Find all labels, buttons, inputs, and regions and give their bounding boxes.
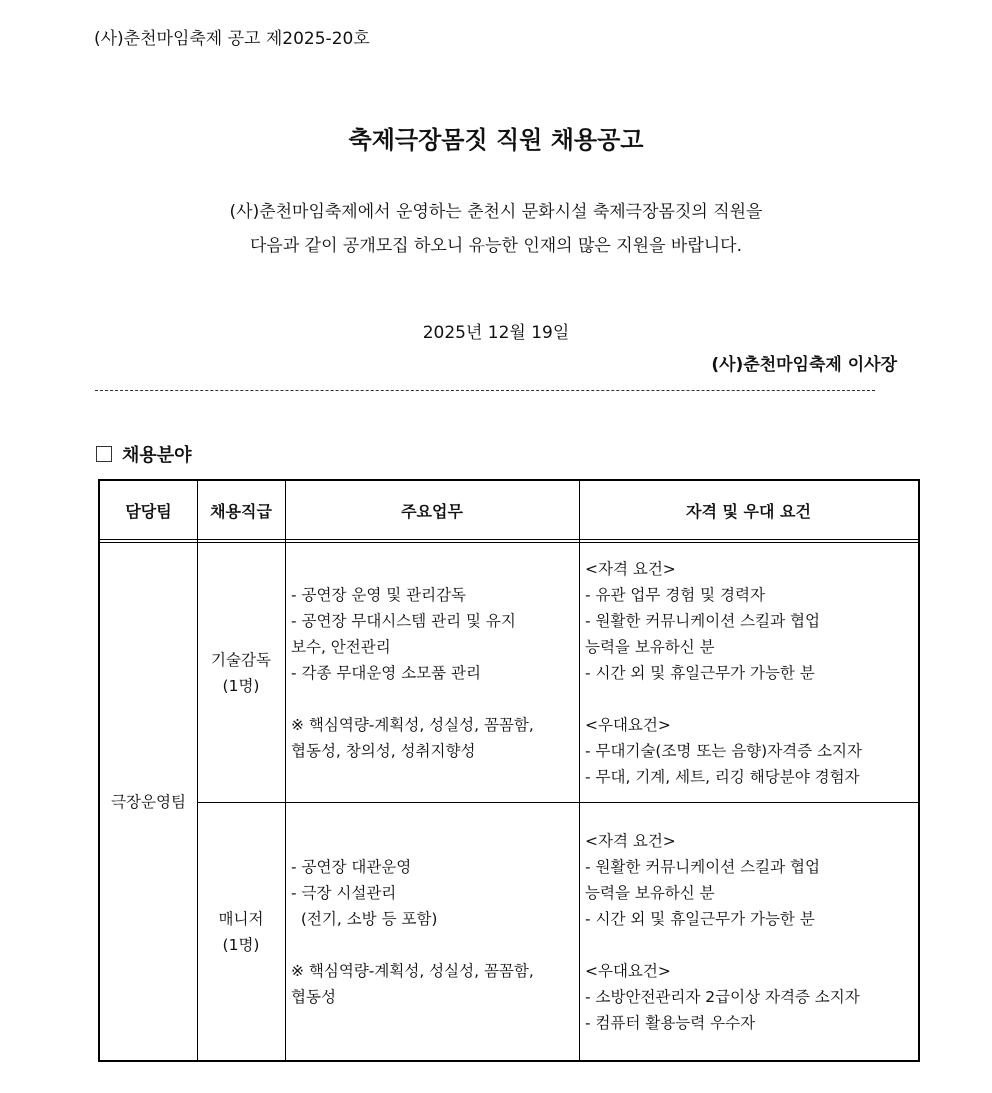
position-count: (1명) [222,676,260,695]
team-cell: 극장운영팀 [111,792,186,811]
duty-line: 협동성, 창의성, 성취지향성 [291,741,476,760]
duty-line: ※ 핵심역량-계획성, 성실성, 꼼꼼함, [291,961,534,980]
position-cell [197,803,285,1060]
position-name: 매니저 [218,909,264,928]
header-requirements: 자격 및 우대 요건 [686,501,811,521]
requirement-line: - 컴퓨터 활용능력 우수자 [585,1013,756,1032]
duty-line: - 공연장 운영 및 관리감독 [291,585,467,604]
requirement-line: <자격 요건> [585,831,676,850]
requirement-line: - 원활한 커뮤니케이션 스킬과 협업 [585,857,820,876]
requirement-line: - 시간 외 및 휴일근무가 가능한 분 [585,909,815,928]
header-duties: 주요업무 [401,501,463,521]
duties-cell [285,543,579,802]
header-team: 담당팀 [125,501,172,521]
duty-line: - 공연장 무대시스템 관리 및 유지 [291,611,516,630]
section-title: 채용분야 [122,445,192,466]
intro-line: (사)춘천마임축제에서 운영하는 춘천시 문화시설 축제극장몸짓의 직원을 [229,202,763,222]
page-title: 축제극장몸짓 직원 채용공고 [348,126,644,154]
intro-line: 다음과 같이 공개모집 하오니 유능한 인재의 많은 지원을 바랍니다. [249,236,743,256]
position-cell [197,543,285,802]
requirement-line: - 시간 외 및 휴일근무가 가능한 분 [585,663,815,682]
duty-line: ※ 핵심역량-계획성, 성실성, 꼼꼼함, [291,715,534,734]
recruitment-table [98,479,920,1062]
paragraph-gap [585,932,918,958]
requirement-line: - 소방안전관리자 2급이상 자격증 소지자 [585,987,860,1006]
notice-date: 2025년 12월 19일 [422,323,570,343]
paragraph-gap [585,686,918,712]
duty-line: - 각종 무대운영 소모품 관리 [291,663,482,682]
dashed-divider [95,390,875,391]
requirement-line: <우대요건> [585,961,671,980]
header-divider [100,539,918,540]
paragraph-gap [291,932,579,958]
requirements-cell [579,543,918,802]
requirements-cell [579,803,918,1060]
header-position: 채용직급 [210,501,272,521]
requirement-line: - 유관 업무 경험 및 경력자 [585,585,765,604]
notice-number: (사)춘천마임축제 공고 제2025-20호 [94,29,370,49]
duty-line: 보수, 안전관리 [291,637,391,656]
requirement-line: 능력을 보유하신 분 [585,637,715,656]
duty-line: - 공연장 대관운영 [291,857,412,876]
requirement-line: <우대요건> [585,715,671,734]
position-name: 기술감독 [211,650,271,669]
position-count: (1명) [222,935,260,954]
issuer: (사)춘천마임축제 이사장 [711,355,897,375]
requirement-line: 능력을 보유하신 분 [585,883,715,902]
intro-text [0,195,992,263]
requirement-line: - 무대, 기계, 세트, 리깅 해당분야 경험자 [585,767,860,786]
duty-line: (전기, 소방 등 포함) [291,909,438,928]
section-heading [96,441,192,467]
requirement-line: <자격 요건> [585,559,676,578]
duties-cell [285,803,579,1060]
duty-line: - 극장 시설관리 [291,883,397,902]
requirement-line: - 원활한 커뮤니케이션 스킬과 협업 [585,611,820,630]
checkbox-square-icon [96,446,112,462]
duty-line: 협동성 [291,987,336,1006]
paragraph-gap [291,686,579,712]
requirement-line: - 무대기술(조명 또는 음향)자격증 소지자 [585,741,862,760]
